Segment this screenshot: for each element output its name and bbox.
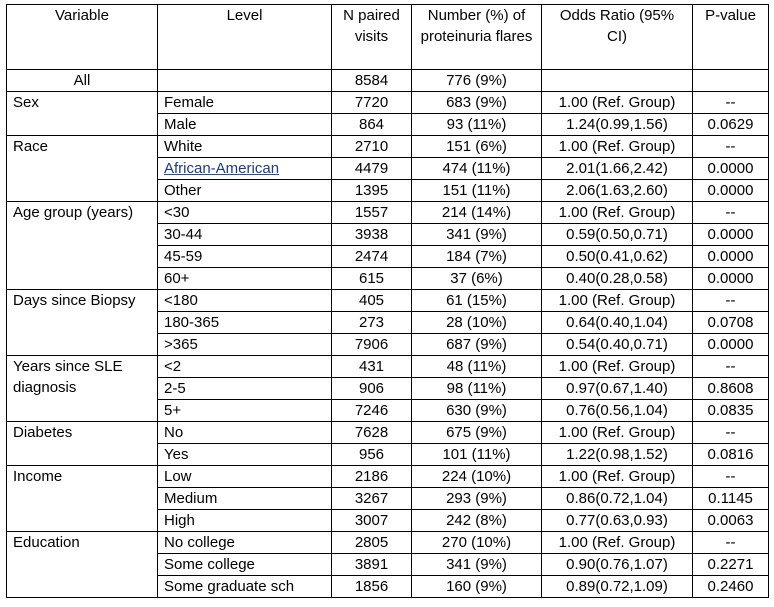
cell-odds-ratio: 0.86(0.72,1.04)	[542, 488, 693, 510]
header-p-value: P-value	[693, 5, 769, 70]
cell-p-value: 0.0063	[693, 510, 769, 532]
cell-variable: Income	[7, 466, 158, 532]
cell-variable: Sex	[7, 92, 158, 136]
cell-odds-ratio: 1.00 (Ref. Group)	[542, 356, 693, 378]
cell-p-value: --	[693, 202, 769, 224]
cell-flares: 151 (6%)	[412, 136, 542, 158]
cell-odds-ratio: 1.00 (Ref. Group)	[542, 290, 693, 312]
cell-odds-ratio: 1.00 (Ref. Group)	[542, 202, 693, 224]
cell-variable: Years since SLE diagnosis	[7, 356, 158, 422]
cell-odds-ratio: 1.00 (Ref. Group)	[542, 532, 693, 554]
cell-variable: Diabetes	[7, 422, 158, 466]
cell-level: African-American	[158, 158, 332, 180]
odds-ratio-table	[6, 4, 769, 598]
cell-variable: Race	[7, 136, 158, 202]
table-row-all	[7, 70, 769, 92]
cell-level: High	[158, 510, 332, 532]
cell-p-value: 0.0000	[693, 224, 769, 246]
cell-variable: Education	[7, 532, 158, 598]
cell-level: <180	[158, 290, 332, 312]
cell-level: Other	[158, 180, 332, 202]
cell-odds-ratio: 1.22(0.98,1.52)	[542, 444, 693, 466]
cell-level: Some graduate sch	[158, 576, 332, 598]
cell-odds-ratio: 0.76(0.56,1.04)	[542, 400, 693, 422]
cell-p-value: 0.1145	[693, 488, 769, 510]
cell-n: 615	[332, 268, 412, 290]
cell-p-value: 0.0708	[693, 312, 769, 334]
cell-p-value: --	[693, 532, 769, 554]
cell-flares: 61 (15%)	[412, 290, 542, 312]
cell-flares: 675 (9%)	[412, 422, 542, 444]
table-row	[7, 202, 769, 224]
header-variable: Variable	[7, 5, 158, 70]
cell-n: 273	[332, 312, 412, 334]
cell-flares: 242 (8%)	[412, 510, 542, 532]
cell-n: 2710	[332, 136, 412, 158]
cell-level: Female	[158, 92, 332, 114]
cell-odds-ratio: 0.90(0.76,1.07)	[542, 554, 693, 576]
cell-odds-ratio: 1.00 (Ref. Group)	[542, 466, 693, 488]
cell-n: 956	[332, 444, 412, 466]
cell-level: 60+	[158, 268, 332, 290]
cell-n: 405	[332, 290, 412, 312]
cell-flares: 687 (9%)	[412, 334, 542, 356]
cell-p-value: 0.0000	[693, 246, 769, 268]
cell-flares: 683 (9%)	[412, 92, 542, 114]
cell-level: <2	[158, 356, 332, 378]
cell-level: No	[158, 422, 332, 444]
cell-flares: 474 (11%)	[412, 158, 542, 180]
cell-flares: 98 (11%)	[412, 378, 542, 400]
cell-level: Medium	[158, 488, 332, 510]
cell-odds-ratio: 1.24(0.99,1.56)	[542, 114, 693, 136]
cell-odds-ratio: 0.59(0.50,0.71)	[542, 224, 693, 246]
cell-flares: 214 (14%)	[412, 202, 542, 224]
cell-n: 7720	[332, 92, 412, 114]
table-row	[7, 92, 769, 114]
cell-n: 3007	[332, 510, 412, 532]
header-flares: Number (%) of proteinuria flares	[412, 5, 542, 70]
cell-odds-ratio: 1.00 (Ref. Group)	[542, 136, 693, 158]
cell-n: 3891	[332, 554, 412, 576]
cell-flares: 160 (9%)	[412, 576, 542, 598]
cell-n: 864	[332, 114, 412, 136]
cell-p-value: 0.2271	[693, 554, 769, 576]
cell-p-value: 0.0000	[693, 180, 769, 202]
cell-n: 8584	[332, 70, 412, 92]
cell-odds-ratio	[542, 70, 693, 92]
cell-n: 3267	[332, 488, 412, 510]
cell-variable: All	[7, 70, 158, 92]
cell-odds-ratio: 1.00 (Ref. Group)	[542, 422, 693, 444]
cell-level	[158, 70, 332, 92]
cell-flares: 28 (10%)	[412, 312, 542, 334]
cell-level: <30	[158, 202, 332, 224]
cell-flares: 293 (9%)	[412, 488, 542, 510]
cell-flares: 630 (9%)	[412, 400, 542, 422]
table-row	[7, 290, 769, 312]
cell-level: Some college	[158, 554, 332, 576]
cell-level: 30-44	[158, 224, 332, 246]
header-odds-ratio: Odds Ratio (95% CI)	[542, 5, 693, 70]
cell-flares: 101 (11%)	[412, 444, 542, 466]
cell-p-value: 0.0000	[693, 268, 769, 290]
cell-n: 1557	[332, 202, 412, 224]
table-row	[7, 466, 769, 488]
cell-flares: 48 (11%)	[412, 356, 542, 378]
cell-level: White	[158, 136, 332, 158]
cell-n: 1856	[332, 576, 412, 598]
cell-flares: 270 (10%)	[412, 532, 542, 554]
cell-odds-ratio: 0.97(0.67,1.40)	[542, 378, 693, 400]
cell-flares: 184 (7%)	[412, 246, 542, 268]
cell-odds-ratio: 0.77(0.63,0.93)	[542, 510, 693, 532]
cell-p-value: 0.0816	[693, 444, 769, 466]
cell-p-value: 0.0000	[693, 334, 769, 356]
cell-level: 2-5	[158, 378, 332, 400]
cell-odds-ratio: 2.01(1.66,2.42)	[542, 158, 693, 180]
cell-flares: 341 (9%)	[412, 224, 542, 246]
table-row	[7, 356, 769, 378]
cell-flares: 224 (10%)	[412, 466, 542, 488]
table-row	[7, 136, 769, 158]
cell-p-value: --	[693, 422, 769, 444]
cell-flares: 93 (11%)	[412, 114, 542, 136]
cell-p-value: --	[693, 466, 769, 488]
cell-odds-ratio: 0.54(0.40,0.71)	[542, 334, 693, 356]
cell-p-value: 0.0629	[693, 114, 769, 136]
cell-flares: 341 (9%)	[412, 554, 542, 576]
cell-n: 2474	[332, 246, 412, 268]
cell-n: 1395	[332, 180, 412, 202]
cell-p-value	[693, 70, 769, 92]
cell-level: Yes	[158, 444, 332, 466]
cell-odds-ratio: 1.00 (Ref. Group)	[542, 92, 693, 114]
cell-p-value: --	[693, 92, 769, 114]
cell-p-value: --	[693, 356, 769, 378]
cell-level: No college	[158, 532, 332, 554]
cell-flares: 37 (6%)	[412, 268, 542, 290]
header-row	[7, 5, 769, 70]
cell-odds-ratio: 0.64(0.40,1.04)	[542, 312, 693, 334]
cell-odds-ratio: 0.89(0.72,1.09)	[542, 576, 693, 598]
cell-variable: Age group (years)	[7, 202, 158, 290]
cell-n: 4479	[332, 158, 412, 180]
cell-p-value: 0.2460	[693, 576, 769, 598]
cell-flares: 776 (9%)	[412, 70, 542, 92]
cell-n: 3938	[332, 224, 412, 246]
cell-odds-ratio: 2.06(1.63,2.60)	[542, 180, 693, 202]
cell-level: 5+	[158, 400, 332, 422]
cell-n: 2805	[332, 532, 412, 554]
cell-n: 7628	[332, 422, 412, 444]
cell-level: 180-365	[158, 312, 332, 334]
cell-n: 7906	[332, 334, 412, 356]
cell-odds-ratio: 0.50(0.41,0.62)	[542, 246, 693, 268]
cell-p-value: 0.0835	[693, 400, 769, 422]
cell-p-value: 0.8608	[693, 378, 769, 400]
header-n-paired-visits: N paired visits	[332, 5, 412, 70]
cell-n: 431	[332, 356, 412, 378]
cell-n: 906	[332, 378, 412, 400]
cell-p-value: --	[693, 136, 769, 158]
table-row	[7, 532, 769, 554]
cell-level: Male	[158, 114, 332, 136]
cell-variable: Days since Biopsy	[7, 290, 158, 356]
cell-level: Low	[158, 466, 332, 488]
cell-p-value: 0.0000	[693, 158, 769, 180]
cell-n: 2186	[332, 466, 412, 488]
cell-level: >365	[158, 334, 332, 356]
table-row	[7, 422, 769, 444]
cell-flares: 151 (11%)	[412, 180, 542, 202]
cell-level: 45-59	[158, 246, 332, 268]
cell-n: 7246	[332, 400, 412, 422]
cell-p-value: --	[693, 290, 769, 312]
cell-odds-ratio: 0.40(0.28,0.58)	[542, 268, 693, 290]
header-level: Level	[158, 5, 332, 70]
